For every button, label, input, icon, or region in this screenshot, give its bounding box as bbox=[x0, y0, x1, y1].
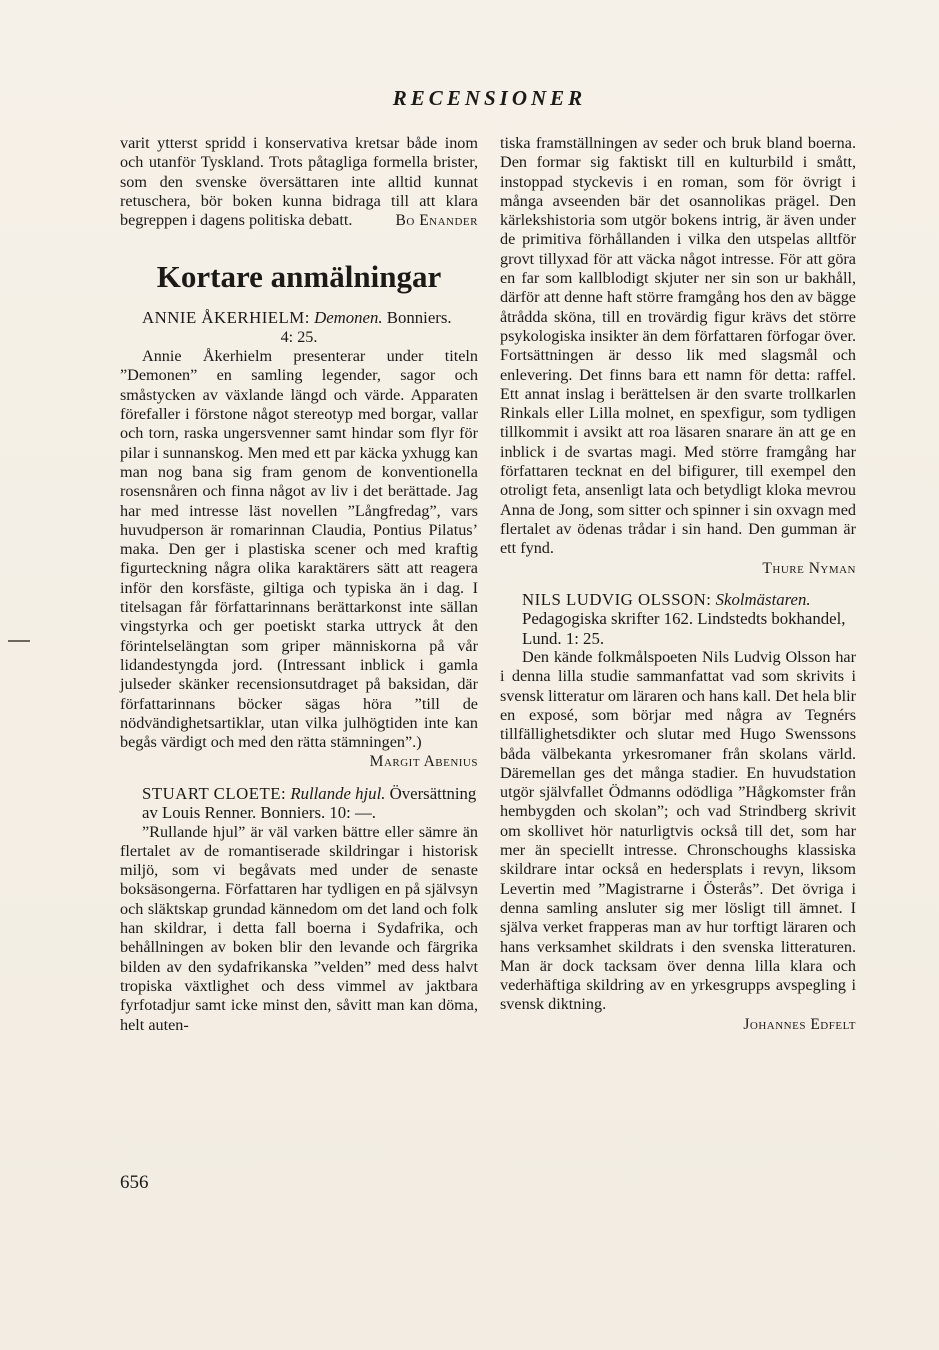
review-body: Den kände folkmålspoeten Nils Ludvig Olsson har i denna lilla studie sammanfattat vad som skrivits i svensk litteratur om läraren och hans kall. Det hela blir en exposé, som börjar med några av Tegnérs tillfällighetsdikter och slutar med Hugo Swenssons båda välbekanta yrkesromaner från skolans värld. Däremellan ges det många stadier. En huvudstation utgör självfallet Ödmanns odödliga ”Hågkomster från hembygden och skolan”; och vad Strindberg skrivit om skollivet hör naturligtvis också till det, som har mer än speciellt intresse. Chronschoughs klassiska skildrare intar också en hedersplats i revyn, liksom Levertin med ”Magistrarne i Österås”. Det övriga i denna samling ansluter sig mer lösligt till ämnet. I själva verket frapperas man av hur torftigt läraren och hans verksamhet skildrats i den svenska litteraturen. Man är dock tacksam över denna lilla klara och vederhäftiga skildring av en yrkesgrupps avspegling i svensk diktning. bbox=[500, 648, 857, 1014]
review-title: Rullande hjul. bbox=[290, 783, 386, 803]
left-column bbox=[120, 134, 478, 1035]
review-signature: Margit Abenius bbox=[369, 753, 478, 771]
section-title: Kortare anmälningar bbox=[156, 259, 442, 295]
review-author: ANNIE ÅKERHIELM: bbox=[142, 308, 310, 328]
review-details: Översättning av Louis Renner. Bonniers. 10: —. bbox=[142, 783, 477, 823]
margin-mark bbox=[8, 640, 30, 642]
review-publisher: Bonniers. bbox=[386, 308, 452, 328]
review-body: ”Rullande hjul” är väl varken bättre eller sämre än flertalet av de romantiserade skildringar i historisk miljö, som vi begåvats med under de senaste boksäsongerna. Författaren har tydligen en på självsyn och släktskap grundad kännedom om det land och folk han skildrar, i detta fall boerna i Sydafrika, och behållningen av boken blir den levande och färgrika bilden av den sydafrikanska ”velden” med dess halvt tropiska växtlighet och dess vimmel av jaktbara fyrfotadjur samt icke minst den, såvitt man kan döma, helt auten- bbox=[120, 822, 478, 1034]
review-author: STUART CLOETE: bbox=[142, 783, 287, 803]
review-heading bbox=[500, 590, 856, 648]
review-title: Demonen. bbox=[314, 308, 383, 328]
review-body-continued: tiska framställningen av seder och bruk bland boerna. Den formar sig faktiskt till en kulturbild i smått, instoppad styckevis i en roman, som för övrigt i många avseenden bär det osannolikas prägel. Den kärlekshistoria som utgör bokens intrig, är även under de primitiva förhållanden i vilka den utspelas alltför grovt tillyxad för att väcka något intresse. För att göra en far som kallblodigt skjuter ner sin son ur bakhåll, därför att denne haft större framgång hos den av bägge åtrådda sköna, till en trovärdig figur krävs det större psykologiska insikter än dem författaren förfogar över. Fortsättningen är desso lik med slagsmål och enlevering. Det finns bara ett namn för detta: raffel. Ett annat inslag i berättelsen är den svarte trollkarlen Rinkals eller Lilla molnet, en spexfigur, som tydligen tillkommit i avsikt att roa läsaren snarare än att ge en inblick i de svartas magi. Med större framgång har författaren tecknat en del bifigurer, till exempel den otroligt feta, ansenligt lata och betydligt kloka mevrou Anna de Jong, som sitter och spinner i sin oxvagn med flertalet av ödenas trådar i sin hand. Den gumman är ett fynd. bbox=[500, 134, 856, 558]
running-head: RECENSIONER bbox=[392, 86, 587, 110]
continuation-text: varit ytterst spridd i konservativa kretsar både inom och utanför Tyskland. Trots påtagliga formella brister, som den svenske översättaren inte alltid kunnat retuschera, bör boken kunna bidraga till att klara begreppen i dagens politiska debatt. bbox=[120, 134, 478, 230]
review-signature: Johannes Edfelt bbox=[743, 1015, 856, 1033]
review-price: 4: 25. bbox=[280, 327, 318, 346]
review-heading bbox=[120, 308, 478, 327]
review-signature: Thure Nyman bbox=[762, 559, 856, 577]
review-heading bbox=[120, 784, 478, 823]
review-body: Annie Åkerhielm presenterar under titeln ”Demonen” en samling legender, sagor och småstycken av växlande längd och värde. Apparaten förefaller i förstone något stereotyp med borgar, vallar och torn, raska ungersvenner samt hindar som flyr för pilar i sunnanskog. Men med ett par käcka yxhugg kan man nog bana sig fram genom de konventionella rosensnåren och finna något av liv i det berättade. Jag har med intresse läst novellen ”Långfredag”, vars huvudperson är romarinnan Claudia, Pontius Pilatus’ maka. Den ger i plastiska scener och med kraftig figurteckning några olika karaktärers sätt att reagera inför den korsfäste, giltiga och typiska än i dag. I titelsagan får författarinnans berättarkonst inte sällan vingstyrka och ger poetiskt starka uttryck åt den förintelselängtan som griper människorna på vår lidandestyngda jord. (Intressant inblick i gamla julseder skänker recensionsutdraget på baksidan, där författarinnans böcker sägas höra ”till de nödvändighetsartiklar, utan vilka julhögtiden inte kan begås värdigt och med den rätta stämningen”.) bbox=[120, 347, 478, 752]
page-number: 656 bbox=[120, 1172, 149, 1193]
continuation-signature: Bo Enander bbox=[395, 212, 478, 230]
right-column bbox=[500, 134, 856, 1034]
review-title: Skolmästaren. bbox=[715, 589, 811, 609]
review-author: NILS LUDVIG OLSSON: bbox=[522, 589, 712, 609]
review-details: Pedagogiska skrifter 162. Lindstedts bokhandel, Lund. 1: 25. bbox=[522, 609, 846, 648]
